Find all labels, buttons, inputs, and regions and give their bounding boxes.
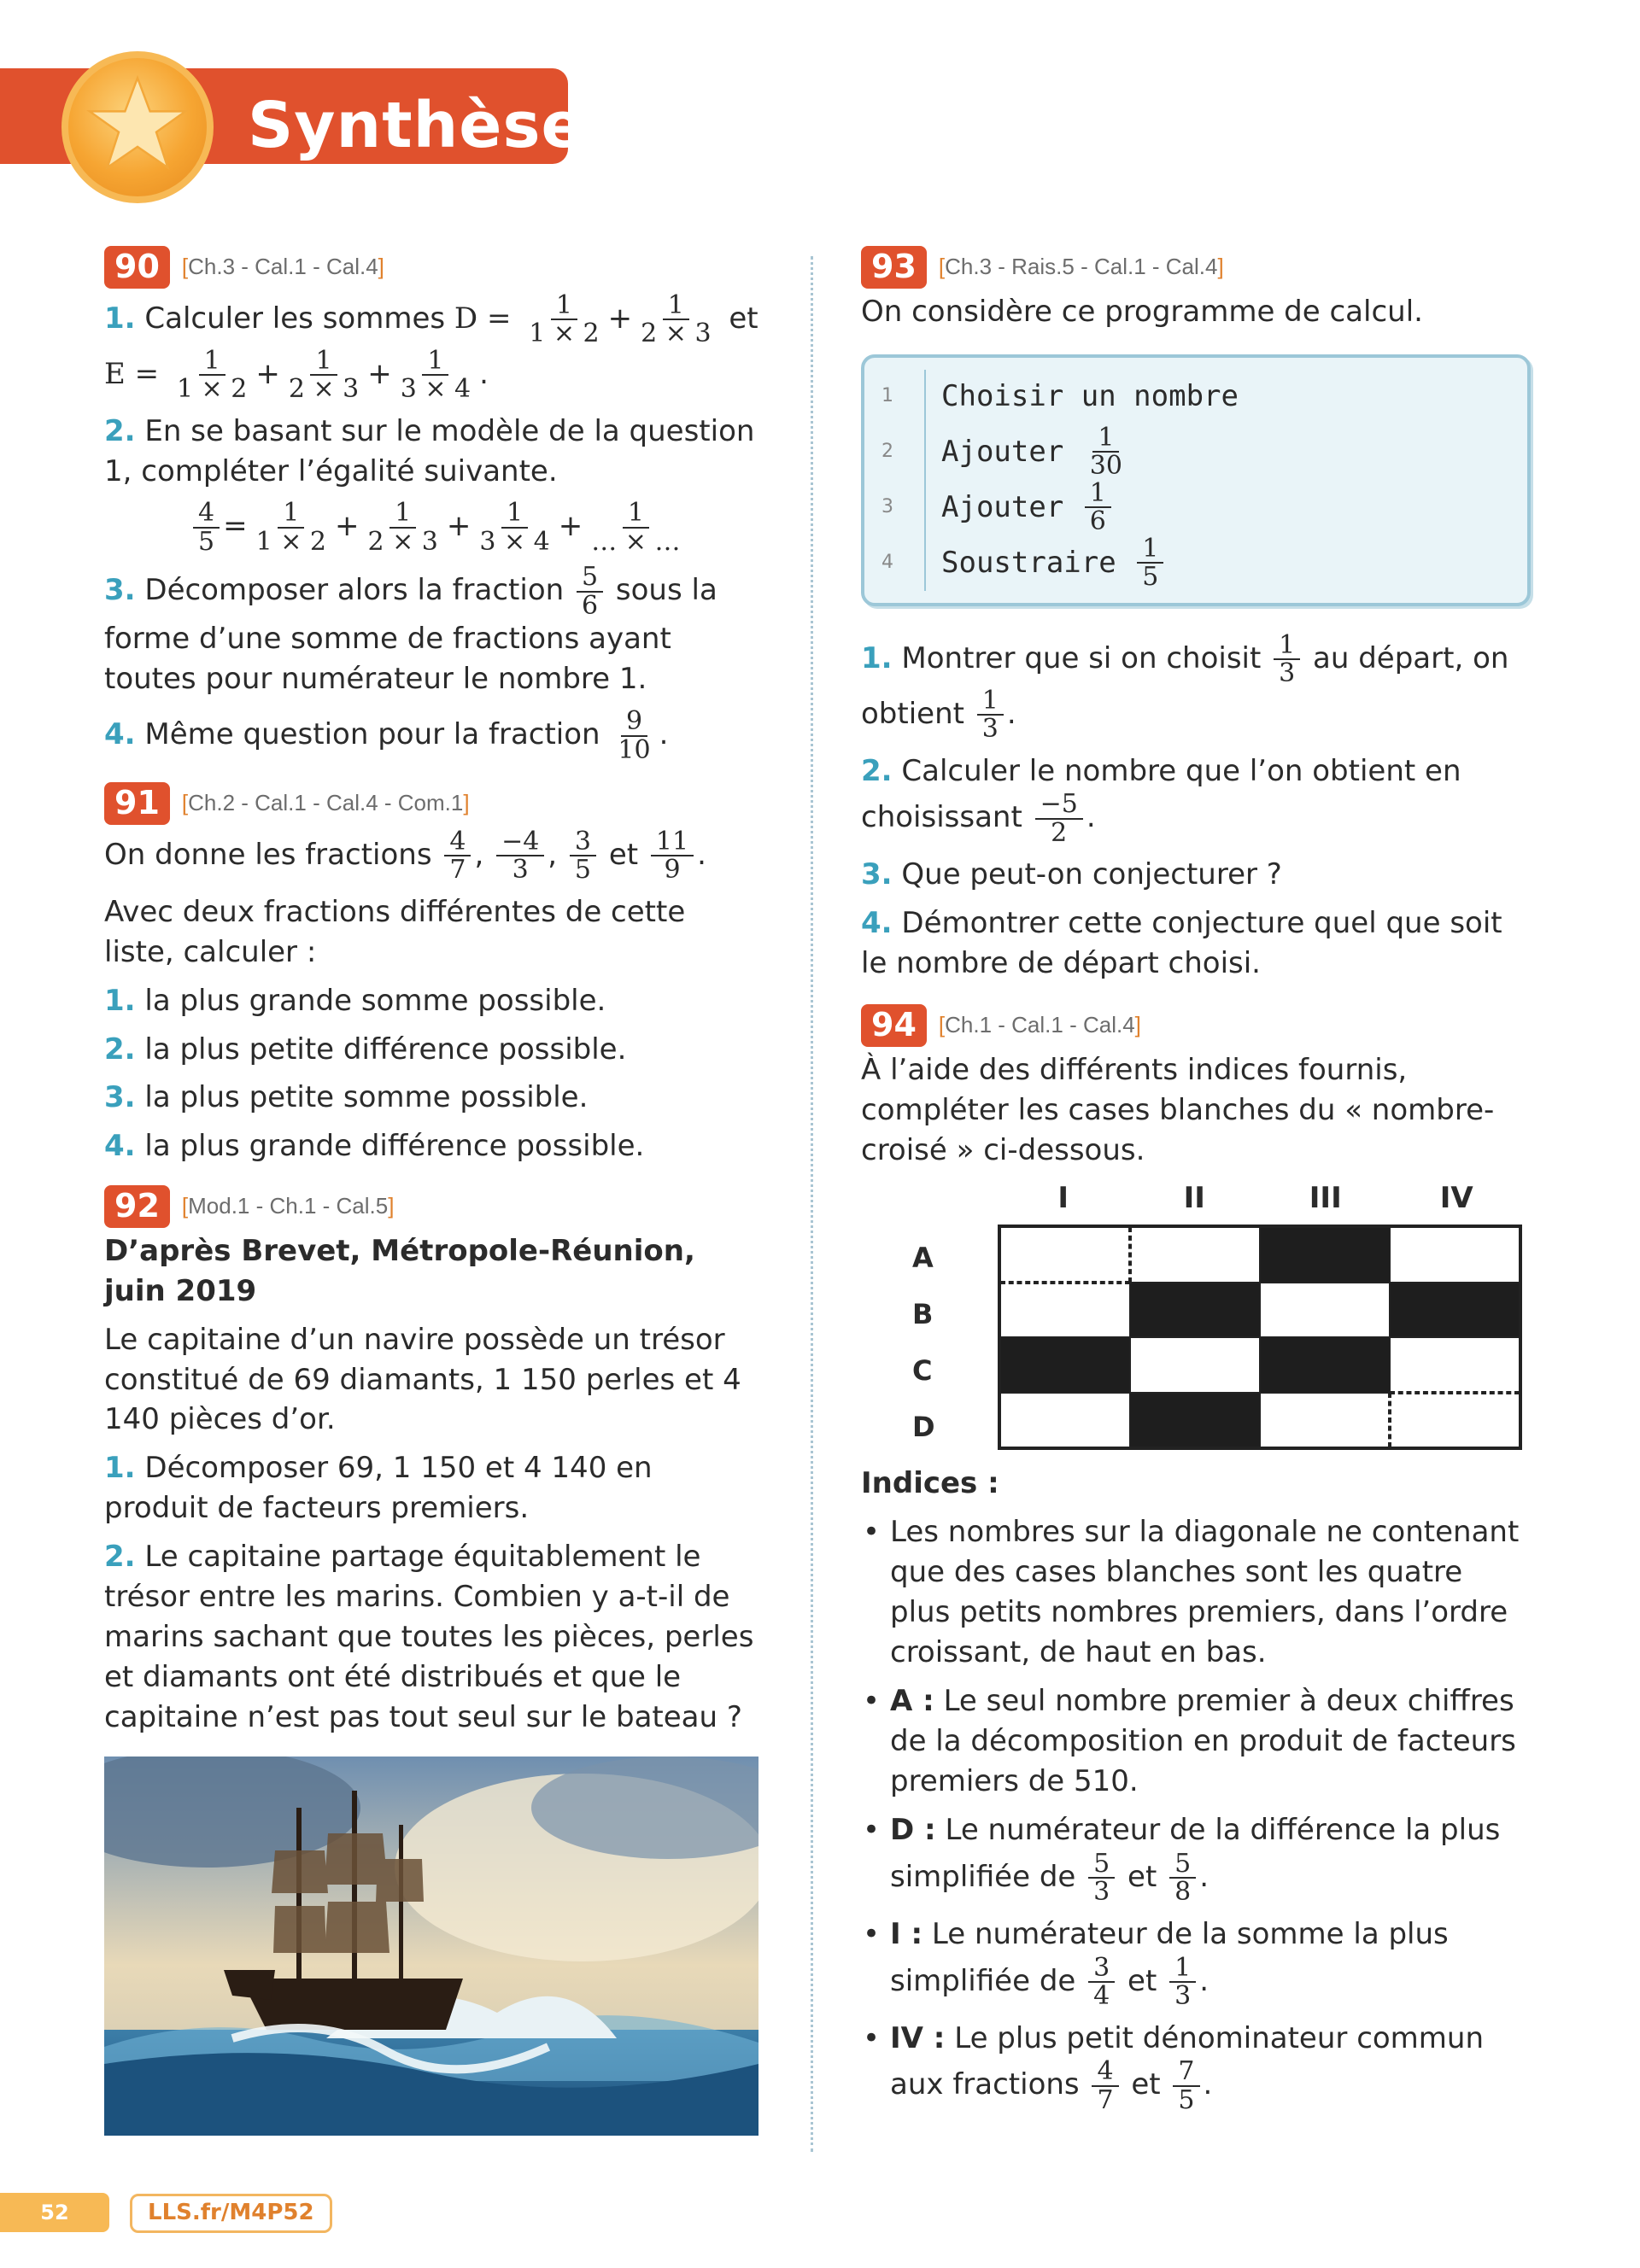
question-1: 1. Montrer que si on choisit $\frac{1}{3}$ au départ, on obtient $\frac{1}{3}$ . <box>861 629 1509 744</box>
question-4: 4. Même question pour la fraction $\frac{9}{10}$ . <box>104 706 669 765</box>
column-label: II <box>1183 1181 1205 1216</box>
grid-cell[interactable] <box>1000 1393 1130 1448</box>
question-1: 1. Décomposer 69, 1 150 et 4 140 en produit de facteurs premiers. <box>104 1451 653 1526</box>
grid-cell-black <box>1390 1283 1520 1338</box>
question-2: 2. Le capitaine partage équitablement le trésor entre les marins. Combien y a-t-il de marins sachant que toutes les pièces, perles et diamants ont été distribués et que le capitaine n’est pas tout seul sur le bateau ? <box>104 1540 754 1734</box>
number-crossword <box>861 1178 1531 1460</box>
row-label: C <box>912 1354 933 1388</box>
grid-cell-black <box>1000 1337 1130 1393</box>
exercise-number: 94 <box>861 1004 927 1047</box>
exercise-ref: [Ch.3 - Cal.1 - Cal.4] <box>181 253 384 279</box>
program-line: 2 Ajouter $\frac{1}{30}$ <box>882 422 1122 481</box>
exercise-source: D’après Brevet, Métropole-Réunion, juin 2019 <box>104 1233 695 1308</box>
program-line: 1 Choisir un nombre <box>882 370 1510 424</box>
grid-cell[interactable] <box>1130 1227 1260 1283</box>
exercise-93 <box>861 246 1531 984</box>
grid-cell-black <box>1260 1227 1390 1283</box>
indices-list <box>861 1512 1531 2113</box>
list-item: • IV : Le plus petit dénominateur commun aux fractions $\frac{4}{7}$ et $\frac{7}{5}$ . <box>861 2019 1531 2114</box>
grid-cell[interactable] <box>1390 1393 1520 1448</box>
grid-cell[interactable] <box>1000 1283 1130 1338</box>
question-3: 3. Décomposer alors la fraction $\frac{5}{6}$ sous la forme d’une somme de fractions ayant toutes pour numérateur le nombre 1. <box>104 562 718 697</box>
exercise-ref: [Ch.1 - Cal.1 - Cal.4] <box>938 1011 1141 1038</box>
list-item: 2. la plus petite différence possible. <box>104 1032 627 1067</box>
column-divider <box>811 256 813 2152</box>
exercise-94 <box>861 1004 1531 2113</box>
question-3: 3. Que peut-on conjecturer ? <box>861 857 1282 892</box>
question-1: 1. Calculer les sommes D = $\frac{1}{1 \times 2}$ + $\frac{1}{2 \times 3}$ et E = $\frac{1}{1 \times 2}$ + $\frac{1}{2 \times 3}$ + $\frac{1}{3 \times 4}$ . <box>104 289 758 405</box>
list-item: 4. la plus grande différence possible. <box>104 1129 645 1164</box>
column-label: III <box>1309 1181 1342 1216</box>
crossword-grid <box>998 1225 1522 1450</box>
grid-cell-black <box>1130 1283 1260 1338</box>
exercise-number: 90 <box>104 246 170 289</box>
row-label: D <box>912 1411 935 1444</box>
exercise-91 <box>104 782 762 1166</box>
ex94-intro: À l’aide des différents indices fournis, compléter les cases blanches du « nombre-croisé » ci-dessous. <box>861 1052 1495 1167</box>
page-title: Synthèse <box>248 89 585 162</box>
grid-cell[interactable] <box>1390 1337 1520 1393</box>
list-item: 1. la plus grande somme possible. <box>104 983 606 1018</box>
exercise-ref: [Ch.3 - Rais.5 - Cal.1 - Cal.4] <box>938 253 1224 279</box>
grid-cell[interactable] <box>1000 1227 1130 1283</box>
grid-cell[interactable] <box>1260 1393 1390 1448</box>
row-label: B <box>912 1298 934 1331</box>
question-2: 2. En se basant sur le modèle de la question 1, compléter l’égalité suivante. <box>104 413 755 488</box>
ex91-intro: On donne les fractions $\frac{4}{7}$ , $\frac{-4}{3}$ , $\frac{3}{5}$ et $\frac{11}{9}$ . <box>104 826 706 886</box>
list-item: • A : Le seul nombre premier à deux chiffres de la décomposition en produit de facteurs premiers de 510. <box>861 1681 1531 1802</box>
list-item: 3. la plus petite somme possible. <box>104 1080 589 1115</box>
indices-title: Indices : <box>861 1466 999 1501</box>
ex93-intro: On considère ce programme de calcul. <box>861 294 1423 329</box>
pirate-ship-image <box>104 1757 758 2136</box>
grid-cell-black <box>1130 1393 1260 1448</box>
column-label: IV <box>1439 1181 1473 1216</box>
page-number: 52 <box>0 2193 109 2232</box>
list-item: • I : Le numérateur de la somme la plus simplifiée de $\frac{3}{4}$ et $\frac{1}{3}$ . <box>861 1914 1531 2010</box>
exercise-90 <box>104 246 762 763</box>
column-label: I <box>1057 1181 1069 1216</box>
equality: $\frac{4}{5}$ = $\frac{1}{1 \times 2}$ + $\frac{1}{2 \times 3}$ + $\frac{1}{3 \times 4}$ + $\frac{1}{\dots \times \dots}$ <box>104 500 762 555</box>
grid-cell[interactable] <box>1260 1283 1390 1338</box>
right-column <box>861 246 1531 2122</box>
resource-link[interactable]: LLS.fr/M4P52 <box>130 2194 332 2233</box>
calculation-program <box>861 354 1531 606</box>
ex91-text: Avec deux fractions différentes de cette liste, calculer : <box>104 894 686 969</box>
row-label: A <box>912 1242 934 1275</box>
list-item: • D : Le numérateur de la différence la plus simplifiée de $\frac{5}{3}$ et $\frac{5}{8}$ . <box>861 1810 1531 1906</box>
exercise-number: 92 <box>104 1185 170 1228</box>
exercise-92 <box>104 1185 762 2146</box>
exercise-ref: [Ch.2 - Cal.1 - Cal.4 - Com.1] <box>181 790 470 816</box>
program-line: 4 Soustraire $\frac{1}{5}$ <box>882 535 1510 591</box>
question-4: 4. Démontrer cette conjecture quel que soit le nombre de départ choisi. <box>861 906 1502 981</box>
ex92-intro: Le capitaine d’un navire possède un trésor constitué de 69 diamants, 1 150 perles et 4 140 pièces d’or. <box>104 1322 741 1437</box>
exercise-number: 91 <box>104 782 170 825</box>
grid-cell-black <box>1260 1337 1390 1393</box>
star-icon <box>62 51 214 203</box>
list-item: • Les nombres sur la diagonale ne contenant que des cases blanches sont les quatre plus petits nombres premiers, dans l’ordre croissant, de haut en bas. <box>861 1512 1531 1673</box>
grid-cell[interactable] <box>1130 1337 1260 1393</box>
exercise-ref: [Mod.1 - Ch.1 - Cal.5] <box>181 1193 395 1219</box>
left-column <box>104 246 762 2147</box>
exercise-number: 93 <box>861 246 927 289</box>
grid-cell[interactable] <box>1390 1227 1520 1283</box>
question-2: 2. Calculer le nombre que l’on obtient en choisissant $\frac{-5}{2}$ . <box>861 753 1461 848</box>
program-line: 3 Ajouter $\frac{1}{6}$ <box>882 480 1510 535</box>
